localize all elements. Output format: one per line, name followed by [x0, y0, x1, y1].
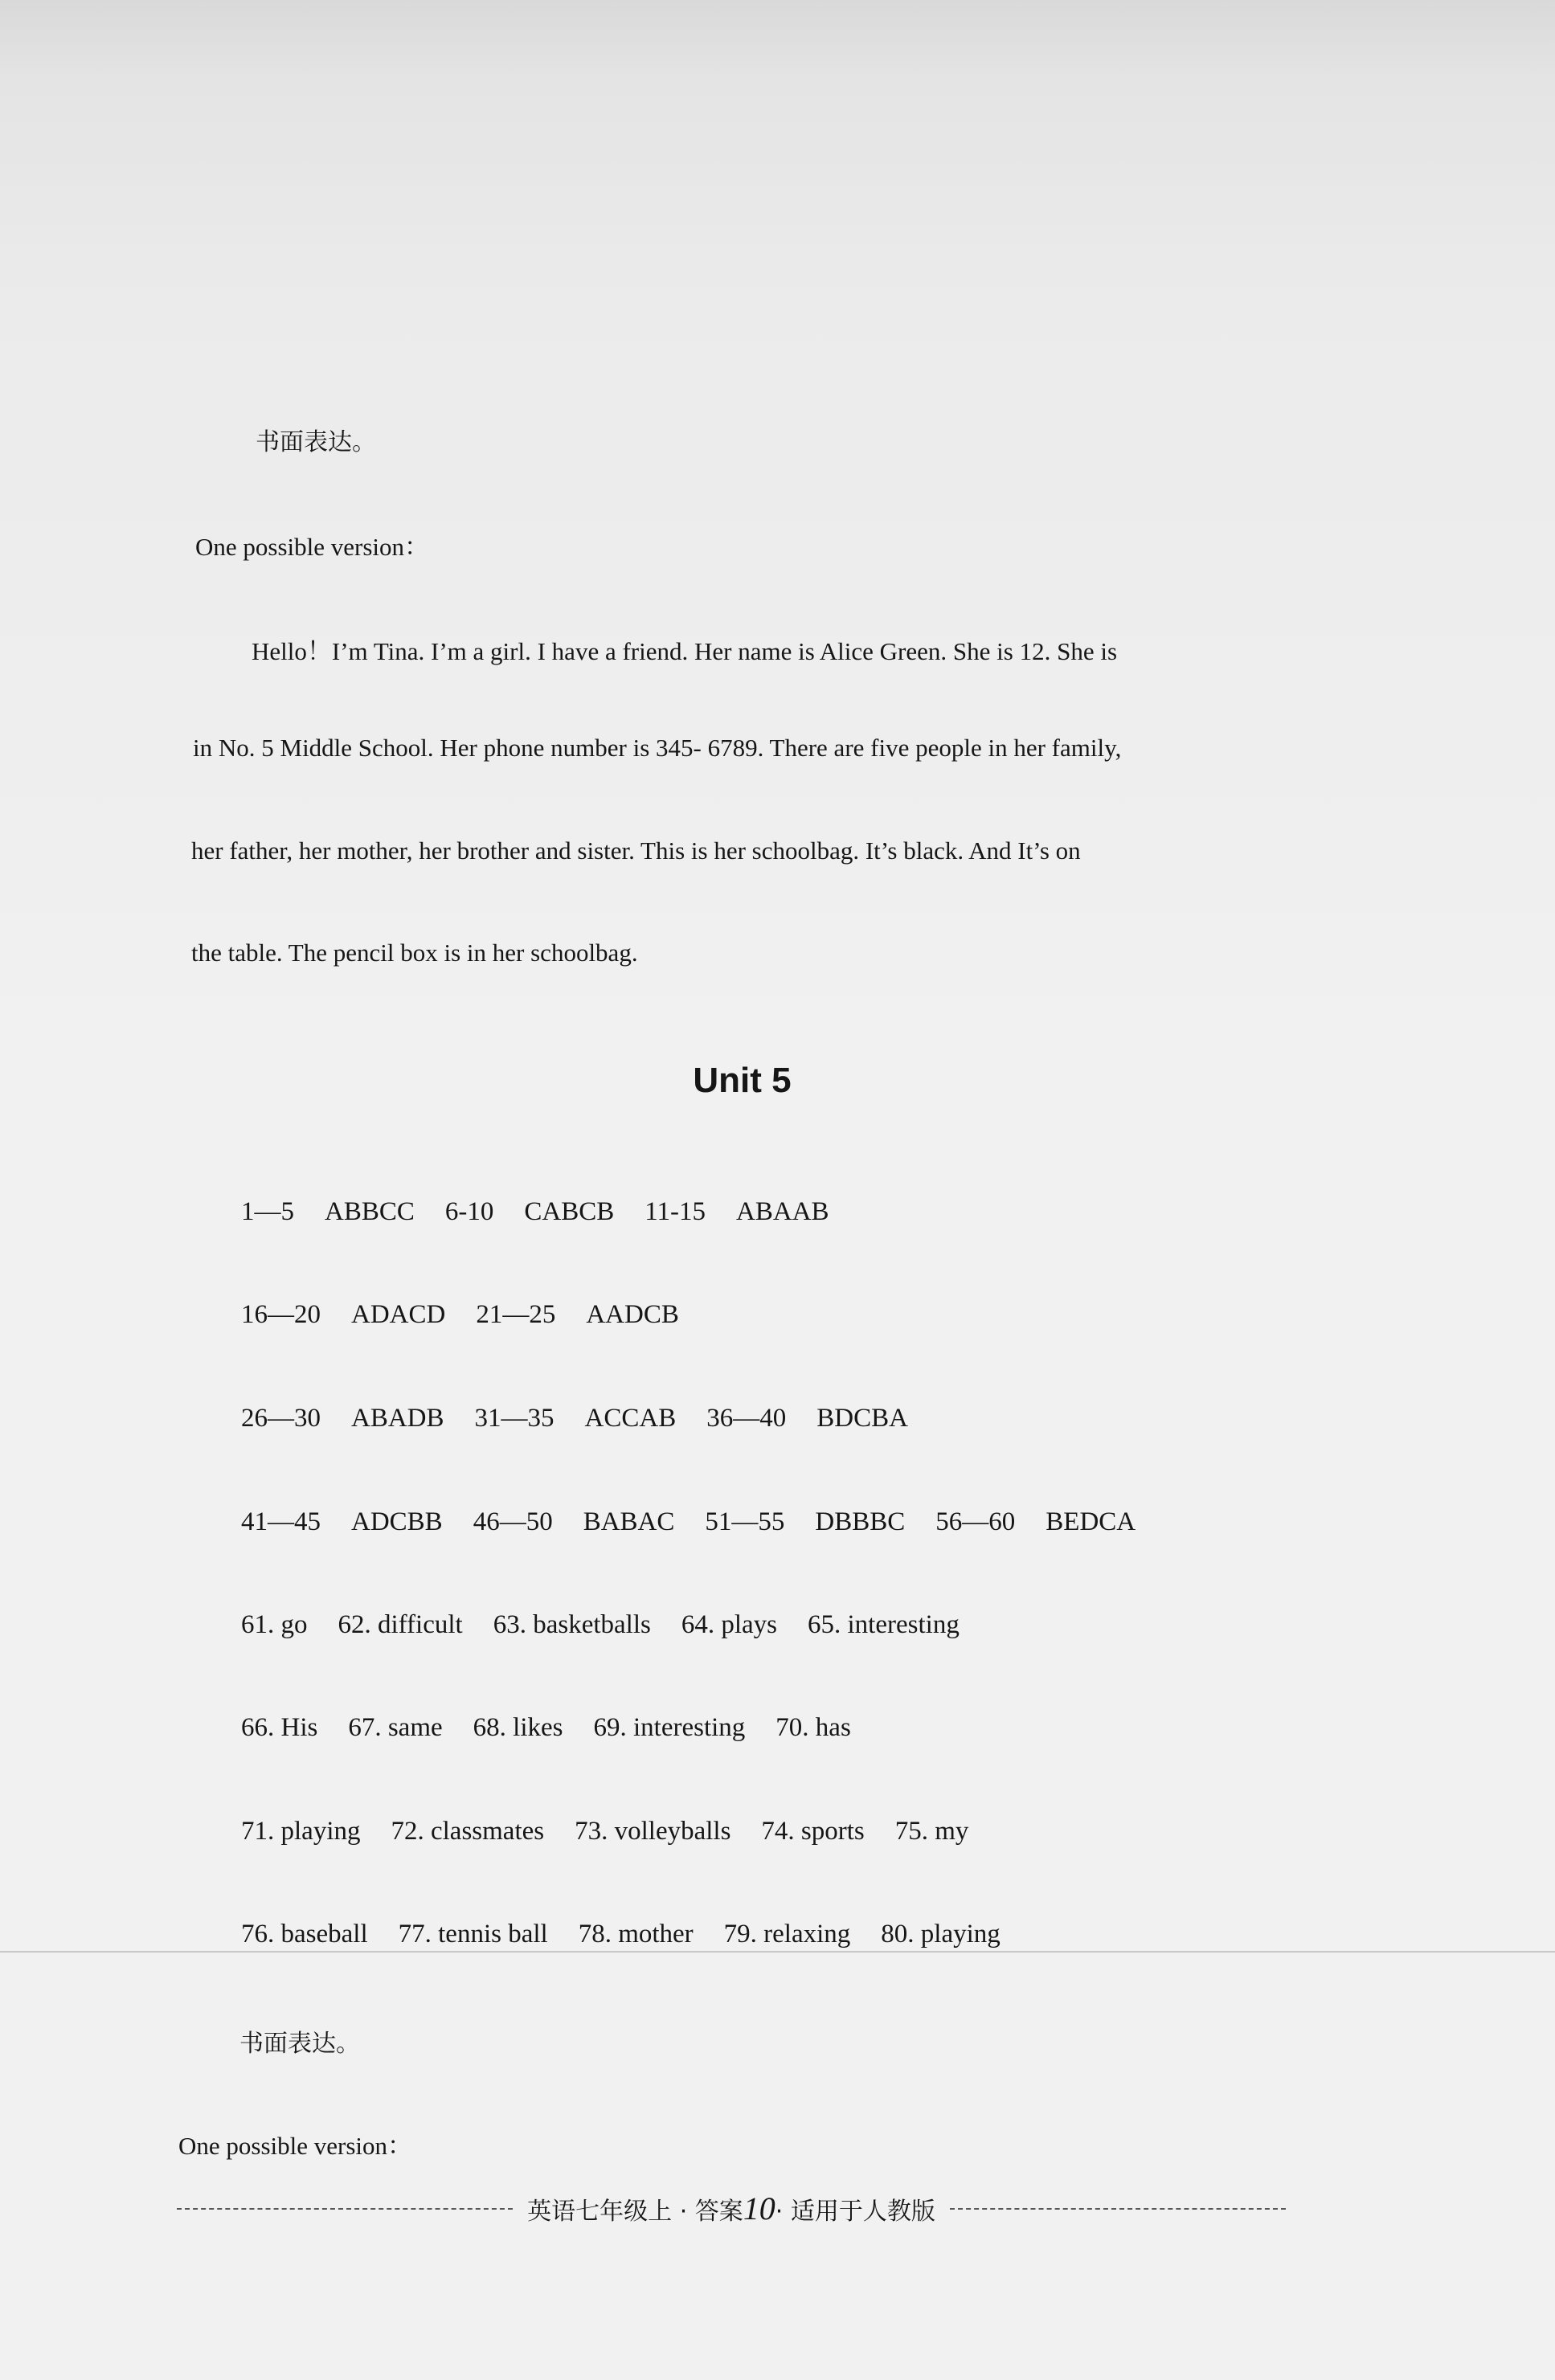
answer-item: 69. interesting [593, 1713, 746, 1742]
answer-row [241, 1507, 1136, 1537]
answer-key: ABBCC [325, 1197, 415, 1226]
answer-item: 74. sports [761, 1817, 865, 1846]
answer-key: ABAAB [736, 1197, 829, 1226]
answer-item: 66. His [241, 1713, 318, 1742]
answer-item: 79. relaxing [723, 1920, 851, 1949]
page-fold-divider [0, 1951, 1555, 1953]
answer-item: 65. interesting [808, 1610, 960, 1639]
answer-key: AADCB [586, 1300, 679, 1329]
answer-row [241, 1713, 851, 1743]
answer-item: 63. basketballs [493, 1610, 651, 1639]
answer-range: 6-10 [444, 1197, 494, 1226]
answer-key: BEDCA [1046, 1507, 1136, 1536]
unit-title: Unit 5 [693, 1061, 792, 1100]
answer-item: 80. playing [881, 1920, 1001, 1949]
answer-range: 1—5 [241, 1197, 294, 1226]
answer-item: 73. volleyballs [575, 1817, 731, 1846]
answer-range: 56—60 [935, 1507, 1016, 1536]
possible-version-label-2: One possible version： [178, 2132, 413, 2160]
footer-edition: · 适用于人教版 [775, 2198, 935, 2226]
answer-range: 21—25 [476, 1300, 556, 1329]
answer-key: BDCBA [816, 1404, 908, 1433]
possible-version-label: One possible version： [195, 533, 430, 561]
writing-heading: 书面表达。 [256, 428, 376, 456]
answer-item: 77. tennis ball [398, 1920, 548, 1949]
answer-key: DBBBC [815, 1507, 906, 1536]
answer-key: ACCAB [584, 1404, 677, 1433]
essay-line-1: Hello！I’m Tina. I’m a girl. I have a friend. Her name is Alice Green. She is 12. She is [252, 637, 1118, 665]
answer-key: ABADB [351, 1404, 444, 1433]
page-footer [177, 2190, 1286, 2227]
answer-item: 71. playing [241, 1817, 361, 1846]
answer-row [241, 1300, 679, 1330]
answer-range: 16—20 [241, 1300, 321, 1329]
answer-item: 68. likes [473, 1713, 563, 1742]
answer-range: 46—50 [473, 1507, 553, 1536]
answer-range: 41—45 [241, 1507, 321, 1536]
answer-row [241, 1817, 968, 1846]
essay-line-3: her father, her mother, her brother and sister. This is her schoolbag. It’s black. And It’s on [191, 836, 1081, 865]
answer-row [241, 1610, 960, 1640]
answer-item: 64. plays [681, 1610, 778, 1639]
answer-item: 67. same [348, 1713, 443, 1742]
writing-heading-2: 书面表达。 [239, 2030, 360, 2058]
answer-item: 70. has [775, 1713, 851, 1742]
answer-item: 75. my [894, 1817, 969, 1846]
answer-range: 11-15 [645, 1197, 706, 1226]
answer-range: 26—30 [241, 1404, 321, 1433]
answer-row [241, 1197, 829, 1227]
answer-range: 31—35 [474, 1404, 554, 1433]
answer-item: 72. classmates [391, 1817, 545, 1846]
answer-key: ADCBB [351, 1507, 443, 1536]
answer-item: 78. mother [578, 1920, 694, 1949]
footer-left-dashes [177, 2208, 513, 2210]
essay-line-4: the table. The pencil box is in her schoolbag. [191, 939, 638, 967]
answer-row [241, 1404, 908, 1433]
answer-item: 61. go [241, 1610, 308, 1639]
footer-title [527, 2190, 935, 2227]
answer-item: 62. difficult [338, 1610, 463, 1639]
essay-line-2: in No. 5 Middle School. Her phone number is 345- 6789. There are five people in her family, [193, 734, 1122, 762]
answer-range: 36—40 [706, 1404, 787, 1433]
footer-right-dashes [950, 2208, 1286, 2210]
footer-book-title: 英语七年级上 · 答案 [527, 2198, 743, 2226]
page-number: 10 [743, 2190, 775, 2227]
answer-key: ADACD [351, 1300, 446, 1329]
answer-item: 76. baseball [241, 1920, 368, 1949]
answer-key: BABAC [583, 1507, 675, 1536]
answer-range: 51—55 [705, 1507, 785, 1536]
answer-row [241, 1920, 1001, 1949]
answer-key: CABCB [524, 1197, 615, 1226]
